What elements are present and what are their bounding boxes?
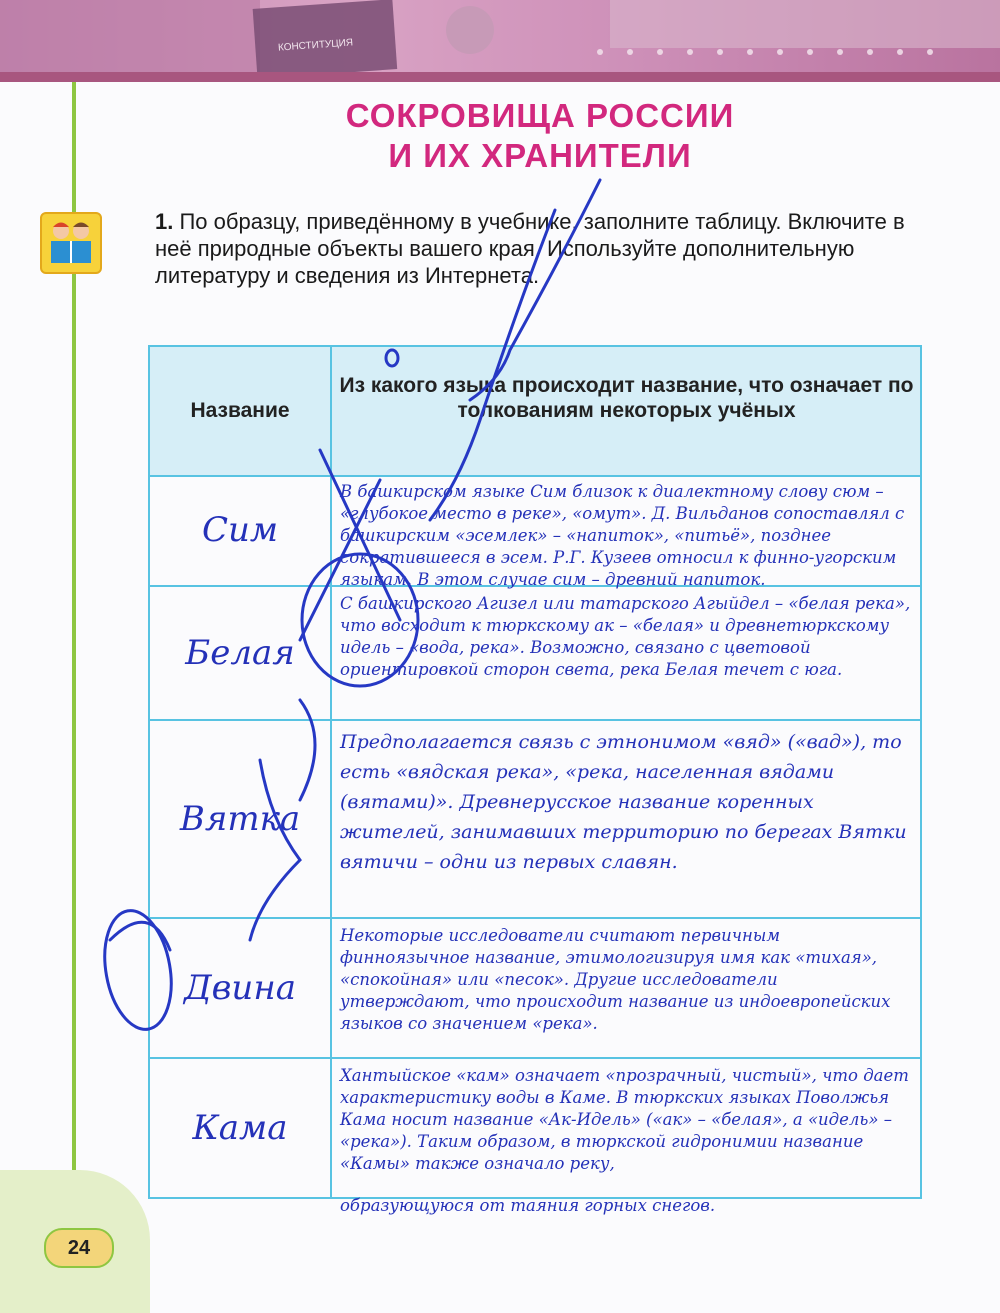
task-instruction: По образцу, приведённому в учебнике, заполните таблицу. Включите в неё природные объекты вашего края. Используйте дополнительную литературу и сведения из Интернета.: [155, 209, 905, 288]
header-origin: Из какого языка происходит название, что означает по толкованиям некоторых учёных: [339, 374, 914, 422]
river-name: Белая: [185, 633, 295, 673]
header-banner: [0, 0, 1000, 82]
river-description: В башкирском языке Сим близок к диалектному слову сюм – «глубокое место в реке», «омут». Д. Вильданов сопоставлял с башкирским «эсемлек» – «напиток», «питьё», позднее сократившееся в эсем. Р.Г. Кузеев относил к финно-угорским языкам. В этом случае сим – древний напиток.: [340, 482, 905, 589]
table-row: [150, 721, 920, 919]
river-description: Хантыйское «кам» означает «прозрачный, чистый», что дает характеристику воды в Каме. В тюркских языках Поволжья Кама носит название «Ак-Идель» («ак» – «белая», а «идель» – «река»). Таким образом, в тюркской гидронимии название «Камы» также означало реку,: [340, 1066, 909, 1173]
river-name: Двина: [184, 968, 296, 1008]
page-number: 24: [44, 1228, 114, 1268]
task-text: [155, 208, 915, 289]
page-title: [290, 96, 790, 176]
river-description: Некоторые исследователи считают первичным финноязычное название, этимологизируя имя как «тихая», «спокойная» или «песок». Другие исследователи утверждают, что происходит название из индоевропейских языков со значением «река».: [340, 926, 891, 1033]
table-row: [150, 587, 920, 721]
table-header: [150, 347, 920, 477]
task-number: 1.: [155, 209, 174, 234]
children-book-icon: [42, 214, 100, 272]
river-description: С башкирского Агизел или татарского Агыйдел – «белая река», что восходит к тюркскому ак – «белая» и древнетюркскому идель – «вода, река». Возможно, связано с цветовой ориентировкой сторон света, река Белая течет с юга.: [340, 594, 911, 679]
title-line-2: И ИХ ХРАНИТЕЛИ: [388, 137, 692, 174]
river-name: Кама: [192, 1108, 288, 1148]
table-row: [150, 1059, 920, 1197]
river-name: Сим: [201, 510, 279, 550]
answer-continuation: образующуюся от таяния горных снегов.: [340, 1196, 716, 1215]
title-line-1: СОКРОВИЩА РОССИИ: [345, 97, 735, 134]
river-description: Предполагается связь с этнонимом «вяд» («вад»), то есть «вядская река», «река, населенная вядами (вятами)». Древнерусское название коренных жителей, занимавших территорию по берегах Вятки вятичи – одни из первых славян.: [340, 731, 907, 873]
banner-text: КОНСТИТУЦИЯ: [277, 37, 354, 54]
table-row: [150, 919, 920, 1059]
reading-children-icon: [40, 212, 102, 274]
header-decoration: [0, 0, 1000, 82]
table-row: [150, 475, 920, 587]
river-name: Вятка: [179, 799, 301, 839]
answer-table: [148, 345, 922, 1199]
header-name: Название: [190, 399, 290, 422]
